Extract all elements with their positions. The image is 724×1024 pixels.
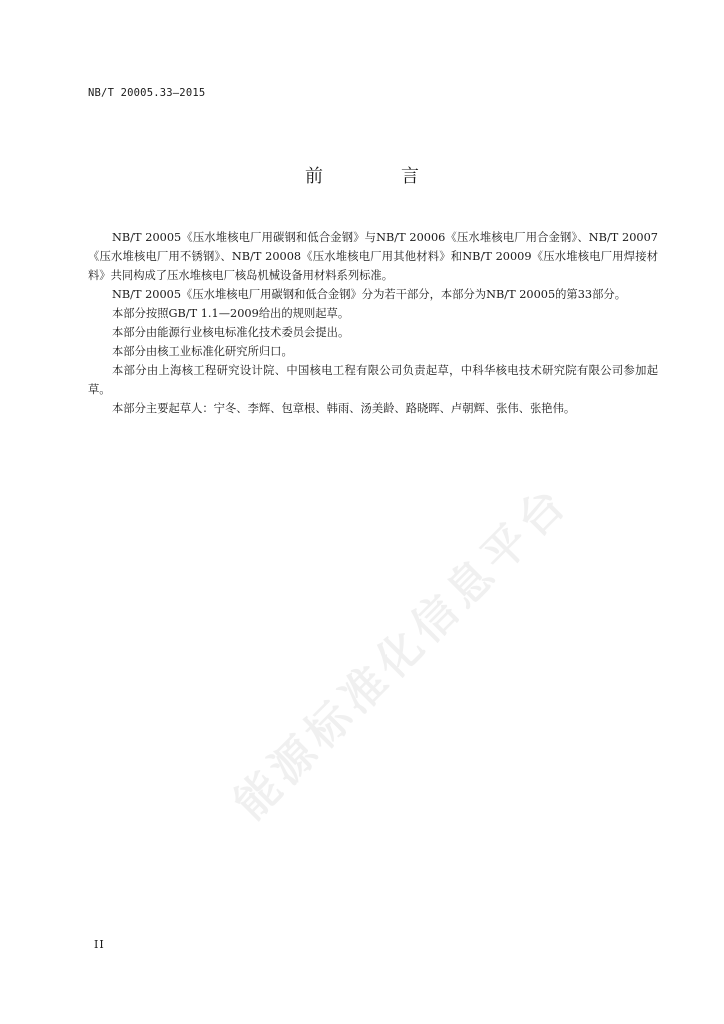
paragraph-drafted-by: 本部分由上海核工程研究设计院、中国核电工程有限公司负责起草，中科华核电技术研究院有限公司参加起草。	[88, 364, 658, 396]
paragraph-drafters: 本部分主要起草人：宁冬、李辉、包章根、韩雨、汤美龄、路晓晖、卢朝辉、张伟、张艳伟。	[112, 402, 576, 415]
page-number: II	[94, 938, 105, 951]
paragraph-series-description: NB/T 20005《压水堆核电厂用碳钢和低合金钢》与NB/T 20006《压水堆核电厂用合金钢》、NB/T 20007《压水堆核电厂用不锈钢》、NB/T 20008《压水堆核电厂用其他材料》和NB/T 20009《压水堆核电厂用焊接材料》共同构成了压水堆核电厂核岛机械设备用材料系列标准。	[88, 231, 658, 282]
paragraph-part-description: NB/T 20005《压水堆核电厂用碳钢和低合金钢》分为若干部分，本部分为NB/T 20005的第33部分。	[112, 288, 626, 301]
standard-code-header: NB/T 20005.33—2015	[88, 87, 206, 99]
paragraph-drafting-rules: 本部分按照GB/T 1.1—2009给出的规则起草。	[112, 307, 350, 320]
foreword-body	[88, 228, 658, 418]
watermark: 能源标准化信息平台	[224, 475, 579, 830]
paragraph-managed-by: 本部分由核工业标准化研究所归口。	[112, 345, 293, 358]
page-title: 前 言	[305, 166, 449, 187]
paragraph-proposed-by: 本部分由能源行业核电标准化技术委员会提出。	[112, 326, 350, 339]
